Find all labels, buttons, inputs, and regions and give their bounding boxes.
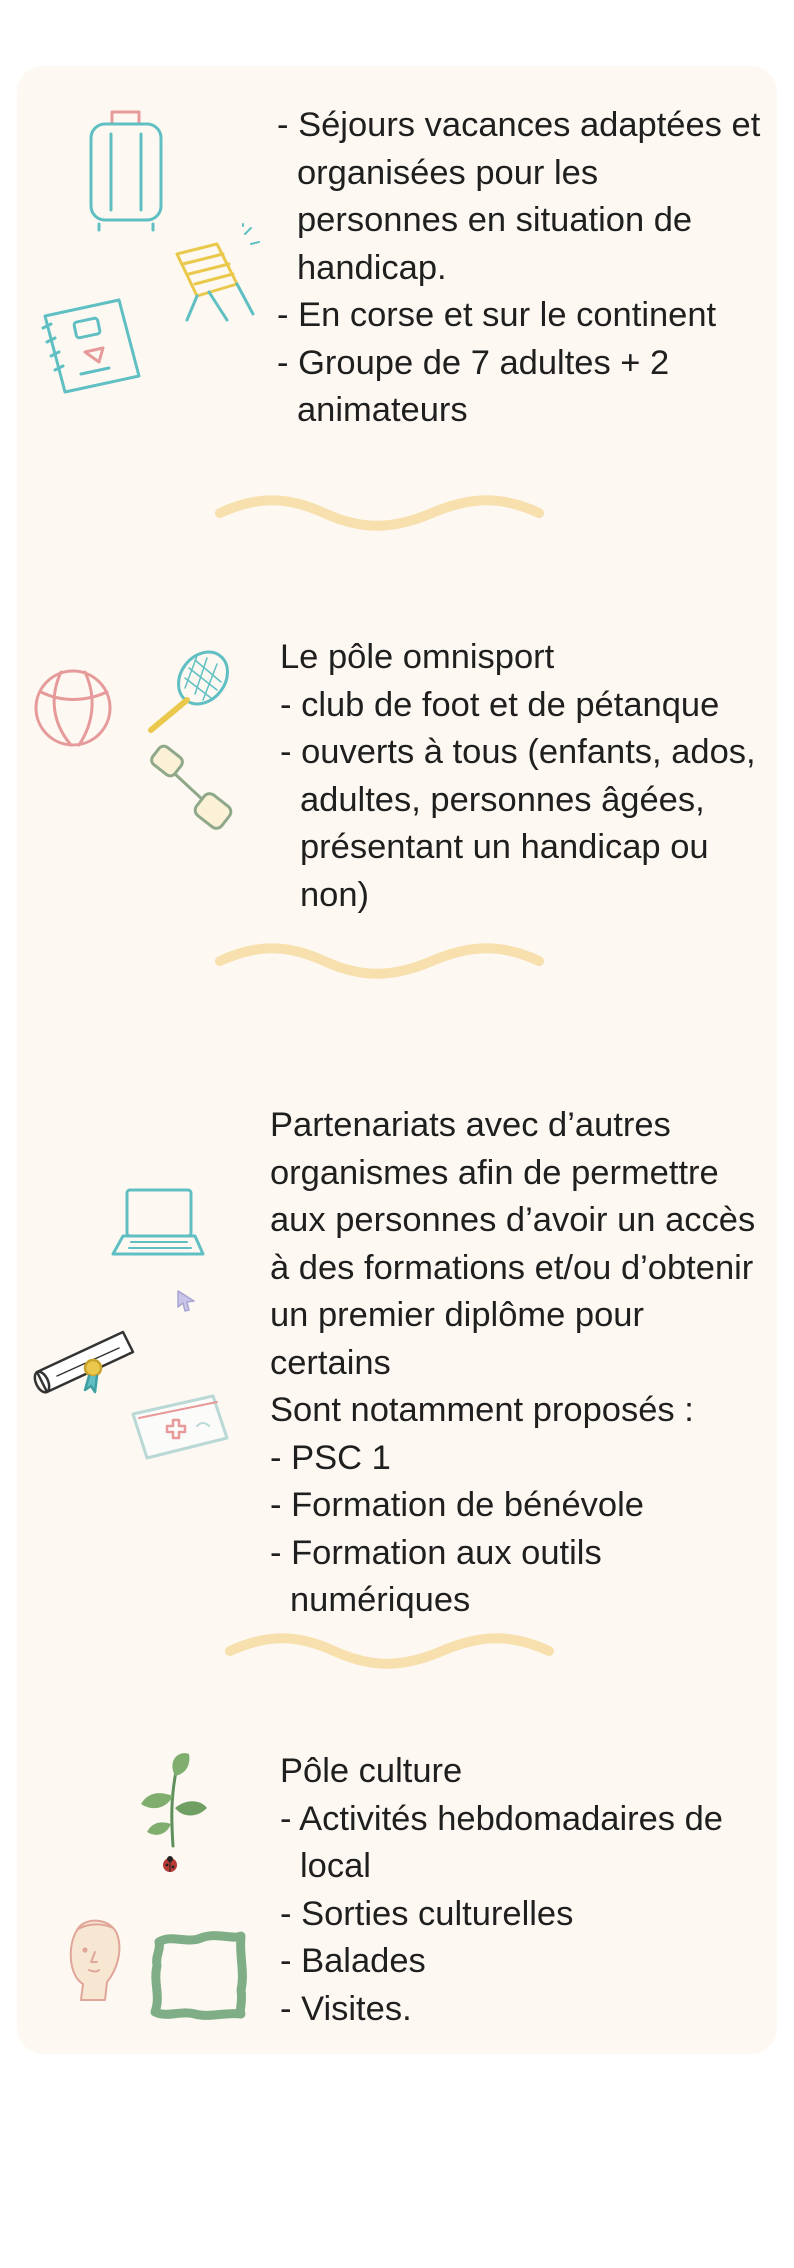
travel-journal-icon xyxy=(27,294,152,404)
basketball-icon xyxy=(31,666,115,750)
list-item: - Activités hebdomadaires de local xyxy=(280,1799,723,1885)
plant-sprout-icon xyxy=(127,1746,217,1856)
list-item: - Balades xyxy=(280,1942,426,1980)
formations-heading: Sont notamment proposés : xyxy=(270,1391,694,1429)
list-item: - ouverts à tous (enfants, ados, adultes, personnes âgées, présentant un handicap ou non) xyxy=(280,733,756,914)
beach-chair-icon xyxy=(157,224,267,324)
first-aid-pouch-icon xyxy=(125,1392,235,1464)
suitcase-icon xyxy=(77,106,177,236)
formations-intro: Partenariats avec d’autres organismes afin de permettre aux personnes d’avoir un accès à des formations et/ou d’obtenir un premier diplôme pour certains xyxy=(270,1106,756,1382)
wave-divider xyxy=(222,1634,557,1668)
list-item: - Formation aux outils numériques xyxy=(270,1533,602,1619)
omnisport-text xyxy=(280,634,770,919)
laptop-icon xyxy=(107,1184,207,1274)
wave-divider xyxy=(212,496,547,530)
list-item: - club de foot et de pétanque xyxy=(280,685,720,724)
tennis-racket-icon xyxy=(137,648,237,738)
list-item: - Sorties culturelles xyxy=(280,1894,574,1933)
picture-frame-icon xyxy=(145,1926,255,2022)
culture-heading: Pôle culture xyxy=(280,1752,463,1790)
list-item: - En corse et sur le continent xyxy=(277,296,717,334)
list-item: - Groupe de 7 adultes + 2 animateurs xyxy=(277,343,670,429)
cursor-icon xyxy=(175,1288,199,1314)
omnisport-heading: Le pôle omnisport xyxy=(280,638,555,676)
ladybug-icon xyxy=(160,1854,180,1874)
vacances-list xyxy=(277,102,767,435)
list-item: - Formation de bénévole xyxy=(270,1486,644,1524)
content-card xyxy=(17,66,777,2054)
section-formations xyxy=(17,1026,777,1666)
wave-divider xyxy=(212,944,547,978)
statue-head-icon xyxy=(55,1912,135,2008)
section-culture xyxy=(17,1706,777,2046)
culture-text xyxy=(280,1748,770,2033)
section-vacances xyxy=(17,66,777,466)
section-omnisport xyxy=(17,586,777,946)
dumbbell-icon xyxy=(145,744,241,834)
formations-text xyxy=(270,1102,770,1625)
list-item: - Visites. xyxy=(280,1989,412,2028)
list-item: - PSC 1 xyxy=(270,1438,391,1477)
list-item: - Séjours vacances adaptées et organisées pour les personnes en situation de handicap. xyxy=(277,106,761,287)
